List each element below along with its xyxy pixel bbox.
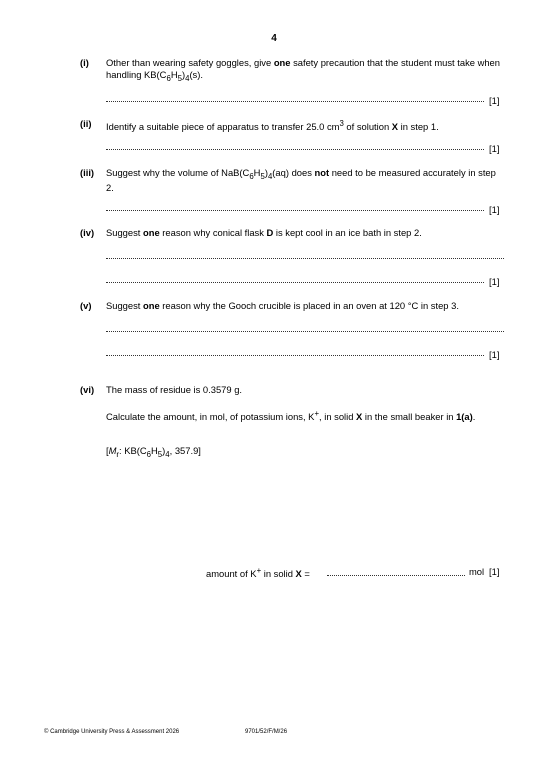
relative-formula-mass: [$M_r$: $KB(C_6H_5)_4$, 357.9] xyxy=(106,445,201,459)
answer-unit: mol xyxy=(469,566,485,577)
question-text: Suggest one reason why the Gooch crucible is placed in an oven at 120 °C in step 3. xyxy=(106,300,459,311)
question-text: Calculate the amount, in mol, of potassium ions, K+, in solid X in the small beaker in 1(a). xyxy=(106,409,476,423)
question-text: Suggest why the volume of $NaB(C_6H_5)_4(aq)$ does not need to be measured accurately in step 2. xyxy=(106,167,496,194)
question-text: Other than wearing safety goggles, give one safety precaution that the student must take when handling $KB(C_6H_5)_4(s)$. xyxy=(106,57,500,83)
answer-line[interactable] xyxy=(106,331,504,332)
question-number: (iv) xyxy=(80,227,95,238)
paper-code: 9701/52/F/M/26 xyxy=(245,729,288,735)
question-number: (iii) xyxy=(80,167,95,178)
mark-allocation: [1] xyxy=(489,143,500,154)
mark-allocation: [1] xyxy=(489,349,500,360)
copyright-footer: © Cambridge University Press & Assessment 2026 xyxy=(44,729,180,735)
answer-line[interactable] xyxy=(106,258,504,259)
question-number: (vi) xyxy=(80,384,95,395)
answer-line[interactable] xyxy=(106,101,484,102)
question-text: The mass of residue is 0.3579 g. xyxy=(106,384,243,395)
answer-line[interactable] xyxy=(106,282,484,283)
question-text: Identify a suitable piece of apparatus to transfer 25.0 $cm^3$ of solution X in step 1. xyxy=(106,119,439,133)
question-number: (i) xyxy=(80,57,89,68)
answer-line[interactable] xyxy=(106,149,484,150)
answer-prompt: amount of K+ in solid X = xyxy=(206,566,310,580)
answer-input-line[interactable] xyxy=(327,575,465,576)
mark-allocation: [1] xyxy=(489,276,500,287)
mark-allocation: [1] xyxy=(489,566,500,577)
question-text: Suggest one reason why conical flask D is kept cool in an ice bath in step 2. xyxy=(106,227,422,238)
question-number: (v) xyxy=(80,300,92,311)
mark-allocation: [1] xyxy=(489,204,500,215)
question-number: (ii) xyxy=(80,118,92,129)
mark-allocation: [1] xyxy=(489,95,500,106)
answer-line[interactable] xyxy=(106,355,484,356)
page-number: 4 xyxy=(271,33,277,44)
answer-line[interactable] xyxy=(106,210,484,211)
